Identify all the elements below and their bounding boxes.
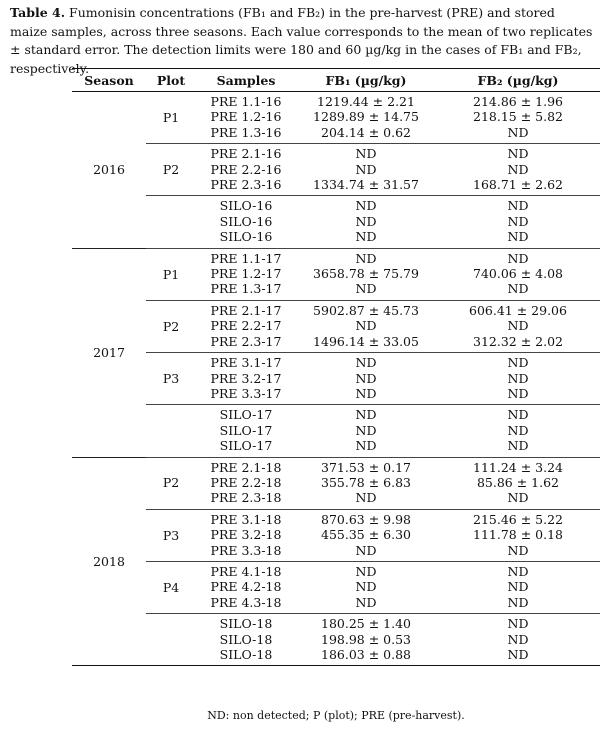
- fb1-cell: [296, 561, 436, 613]
- fb2-value: 312.32 ± 2.02: [473, 333, 563, 349]
- table-row: [72, 300, 600, 352]
- samples-value: PRE 3.1-18: [210, 511, 282, 527]
- plot-cell: [146, 405, 196, 457]
- samples-value: PRE 2.3-16: [210, 177, 282, 193]
- header-season: Season: [72, 69, 146, 92]
- samples-cell: [196, 144, 296, 196]
- samples-value: PRE 2.2-18: [210, 474, 282, 490]
- samples-value: PRE 4.2-18: [210, 579, 282, 595]
- plot-cell: P3: [146, 509, 196, 561]
- caption-label: Table 4.: [10, 5, 66, 20]
- samples-cell: [196, 405, 296, 457]
- fb2-value: ND: [507, 146, 529, 162]
- fb1-cell: [296, 248, 436, 300]
- samples-value: SILO-17: [219, 422, 273, 438]
- samples-value: PRE 2.2-16: [210, 161, 282, 177]
- plot-cell: P2: [146, 457, 196, 509]
- samples-value: PRE 2.3-18: [210, 490, 282, 506]
- samples-value: PRE 2.1-18: [210, 459, 282, 475]
- fb1-value: 1289.89 ± 14.75: [313, 109, 419, 125]
- fb2-cell: [436, 92, 600, 144]
- fb1-value: ND: [355, 542, 377, 558]
- samples-value: SILO-18: [219, 616, 273, 632]
- fb1-value: ND: [355, 490, 377, 506]
- samples-value: SILO-18: [219, 631, 273, 647]
- fb2-value: ND: [507, 422, 529, 438]
- fb2-value: ND: [507, 490, 529, 506]
- fb2-value: ND: [507, 563, 529, 579]
- fb2-value: ND: [507, 385, 529, 401]
- fb2-value: 740.06 ± 4.08: [473, 266, 563, 282]
- samples-value: PRE 3.1-17: [210, 355, 282, 371]
- fb1-value: 455.35 ± 6.30: [321, 527, 411, 543]
- fb2-value: ND: [507, 355, 529, 371]
- fb2-value: ND: [507, 579, 529, 595]
- fb2-cell: [436, 561, 600, 613]
- fb2-value: ND: [507, 647, 529, 662]
- table-row: [72, 92, 600, 144]
- samples-value: PRE 3.2-18: [210, 527, 282, 543]
- fb1-value: 3658.78 ± 75.79: [313, 266, 419, 282]
- fb2-value: ND: [507, 318, 529, 334]
- samples-value: SILO-16: [219, 213, 273, 229]
- table-row: [72, 196, 600, 248]
- fb1-value: ND: [355, 579, 377, 595]
- fb2-value: ND: [507, 198, 529, 214]
- fb1-value: ND: [355, 385, 377, 401]
- table-row: [72, 248, 600, 300]
- season-cell: 2016: [93, 162, 125, 178]
- fb1-value: 5902.87 ± 45.73: [313, 302, 419, 318]
- samples-value: PRE 1.3-17: [210, 281, 282, 297]
- fb1-value: 870.63 ± 9.98: [321, 511, 411, 527]
- samples-value: PRE 1.2-16: [210, 109, 282, 125]
- fb2-value: ND: [507, 542, 529, 558]
- fb1-value: ND: [355, 281, 377, 297]
- fb1-value: ND: [355, 213, 377, 229]
- plot-cell: P2: [146, 300, 196, 352]
- fb2-value: ND: [507, 281, 529, 297]
- fb1-value: ND: [355, 318, 377, 334]
- fb2-cell: [436, 457, 600, 509]
- fb2-value: ND: [507, 407, 529, 423]
- fb2-value: 215.46 ± 5.22: [473, 511, 563, 527]
- fb2-cell: [436, 300, 600, 352]
- fb1-cell: [296, 614, 436, 666]
- header-samples: Samples: [196, 69, 296, 92]
- fb1-cell: [296, 92, 436, 144]
- fb1-value: 355.78 ± 6.83: [321, 474, 411, 490]
- plot-cell: P3: [146, 353, 196, 405]
- samples-cell: [196, 353, 296, 405]
- fb1-value: ND: [355, 146, 377, 162]
- fb1-cell: [296, 196, 436, 248]
- fumonisin-table: [72, 68, 600, 666]
- fb2-value: ND: [507, 124, 529, 140]
- samples-cell: [196, 509, 296, 561]
- samples-value: PRE 2.3-17: [210, 333, 282, 349]
- fb2-cell: [436, 509, 600, 561]
- samples-value: SILO-17: [219, 438, 273, 454]
- table-row: [72, 561, 600, 613]
- samples-value: PRE 4.1-18: [210, 563, 282, 579]
- fb1-value: 1496.14 ± 33.05: [313, 333, 419, 349]
- samples-value: PRE 3.2-17: [210, 370, 282, 386]
- plot-cell: [146, 196, 196, 248]
- fb2-value: ND: [507, 161, 529, 177]
- samples-value: SILO-18: [219, 647, 273, 662]
- fb2-value: ND: [507, 438, 529, 454]
- fb1-value: ND: [355, 250, 377, 266]
- fb1-value: ND: [355, 161, 377, 177]
- samples-cell: [196, 300, 296, 352]
- samples-value: PRE 2.1-17: [210, 302, 282, 318]
- samples-value: PRE 3.3-17: [210, 385, 282, 401]
- fb2-value: ND: [507, 229, 529, 245]
- fb1-value: 180.25 ± 1.40: [321, 616, 411, 632]
- fb1-value: ND: [355, 370, 377, 386]
- header-fb1: FB₁ (µg/kg): [296, 69, 436, 92]
- fb2-value: ND: [507, 250, 529, 266]
- fb1-value: ND: [355, 563, 377, 579]
- fb2-value: ND: [507, 594, 529, 610]
- plot-cell: P4: [146, 561, 196, 613]
- samples-value: PRE 1.1-16: [210, 94, 282, 109]
- fb1-value: 371.53 ± 0.17: [321, 459, 411, 475]
- fb2-cell: [436, 196, 600, 248]
- fb2-value: ND: [507, 616, 529, 632]
- header-plot: Plot: [146, 69, 196, 92]
- fb2-value: 111.78 ± 0.18: [473, 527, 563, 543]
- fb1-value: ND: [355, 229, 377, 245]
- fb1-cell: [296, 509, 436, 561]
- fb2-value: 214.86 ± 1.96: [473, 94, 563, 109]
- samples-value: PRE 1.3-16: [210, 124, 282, 140]
- fb1-value: ND: [355, 594, 377, 610]
- fb1-value: ND: [355, 422, 377, 438]
- fb2-value: 606.41 ± 29.06: [469, 302, 567, 318]
- plot-cell: P1: [162, 109, 180, 125]
- samples-cell: [196, 614, 296, 666]
- table-row: [72, 509, 600, 561]
- samples-value: PRE 2.2-17: [210, 318, 282, 334]
- samples-cell: [196, 196, 296, 248]
- fb2-cell: [436, 405, 600, 457]
- fb2-value: ND: [507, 631, 529, 647]
- plot-cell: [146, 614, 196, 666]
- table-row: [72, 144, 600, 196]
- fb1-cell: [296, 405, 436, 457]
- fb2-value: 85.86 ± 1.62: [476, 474, 560, 490]
- fb1-value: ND: [355, 198, 377, 214]
- fb1-value: 1334.74 ± 31.57: [313, 177, 419, 193]
- fb2-value: 218.15 ± 5.82: [473, 109, 563, 125]
- fb1-cell: [296, 300, 436, 352]
- fb1-cell: [296, 144, 436, 196]
- fb1-value: 198.98 ± 0.53: [321, 631, 411, 647]
- table-footnote: ND: non detected; P (plot); PRE (pre-harvest).: [207, 709, 465, 722]
- plot-cell: P1: [146, 248, 196, 300]
- header-fb2: FB₂ (µg/kg): [436, 69, 600, 92]
- fb2-value: 111.24 ± 3.24: [473, 459, 563, 475]
- fb2-cell: [436, 248, 600, 300]
- fb1-value: 1219.44 ± 2.21: [317, 94, 415, 109]
- fb2-value: ND: [507, 370, 529, 386]
- fb1-value: 204.14 ± 0.62: [321, 124, 411, 140]
- samples-value: SILO-16: [219, 229, 273, 245]
- season-cell: 2018: [72, 457, 146, 666]
- samples-cell: [196, 92, 296, 144]
- season-cell: 2017: [72, 248, 146, 457]
- table-row: [72, 614, 600, 666]
- samples-cell: [196, 561, 296, 613]
- samples-value: PRE 2.1-16: [210, 146, 282, 162]
- table-row: [72, 353, 600, 405]
- fb1-value: ND: [355, 407, 377, 423]
- fb2-cell: [436, 353, 600, 405]
- samples-value: PRE 1.2-17: [210, 266, 282, 282]
- fb1-value: 186.03 ± 0.88: [321, 647, 411, 662]
- fb2-cell: [436, 614, 600, 666]
- fb2-value: 168.71 ± 2.62: [473, 177, 563, 193]
- table-row: [72, 405, 600, 457]
- samples-value: PRE 1.1-17: [210, 250, 282, 266]
- samples-value: SILO-16: [219, 198, 273, 214]
- samples-value: SILO-17: [219, 407, 273, 423]
- plot-cell: P2: [146, 144, 196, 196]
- fb1-cell: [296, 457, 436, 509]
- samples-cell: [196, 457, 296, 509]
- caption-text: Fumonisin concentrations (FB₁ and FB₂) in the pre-harvest (PRE) and stored maize samples, across three seasons. Each value corresponds to the mean of two replicates ± standard error. The detection limits were 180 and 60 µg/kg in the cases of FB₁ and FB₂, respectively.: [10, 5, 593, 76]
- table-body: [72, 92, 600, 666]
- table-caption: [10, 4, 594, 78]
- fb2-value: ND: [507, 213, 529, 229]
- fb1-value: ND: [355, 355, 377, 371]
- samples-value: PRE 3.3-18: [210, 542, 282, 558]
- table-row: [72, 457, 600, 509]
- samples-value: PRE 4.3-18: [210, 594, 282, 610]
- header-row: [72, 69, 600, 92]
- samples-cell: [196, 248, 296, 300]
- fb2-cell: [436, 144, 600, 196]
- fb1-cell: [296, 353, 436, 405]
- fb1-value: ND: [355, 438, 377, 454]
